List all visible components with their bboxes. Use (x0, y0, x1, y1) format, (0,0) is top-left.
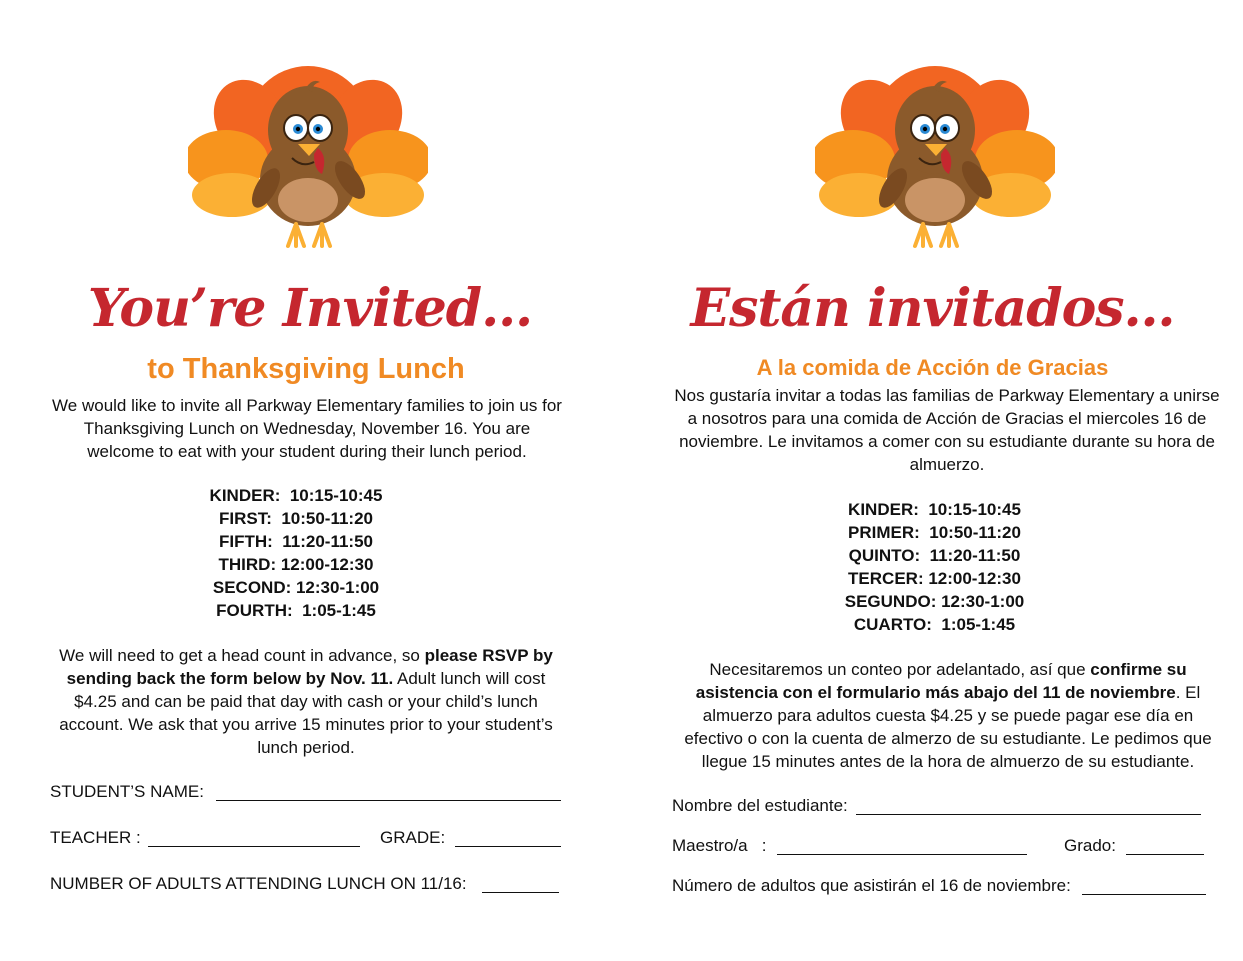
adults-field[interactable] (482, 892, 559, 893)
lunch-schedule (0, 484, 606, 622)
adults-label-es: Número de adultos que asistirán el 16 de noviembre: (672, 876, 1071, 895)
grade-label: GRADE: (380, 828, 446, 847)
schedule-row: KINDER: 10:15-10:45 (209, 486, 383, 505)
teacher-label-es: Maestro/a : (672, 836, 767, 855)
rsvp-details: Adult lunch will cost $4.25 and can be paid that day with cash or your child’s lunch account. We ask that you arrive 15 minutes prior to your student’s lunch period. (59, 669, 553, 757)
rsvp-details: . El almuerzo para adultos cuesta $4.25 y se puede pagar ese día en efectivo o con la cuenta de almerzo de su estudiante. Le pedimos que llegue 15 minutes antes de la hora de almuerzo de su estudiante. (684, 683, 1212, 771)
schedule-row: FOURTH: 1:05-1:45 (216, 601, 376, 620)
grade-label-es: Grado: (1064, 836, 1116, 855)
turkey-illustration-icon (815, 40, 1055, 250)
schedule-row: PRIMER: 10:50-11:20 (848, 523, 1021, 542)
schedule-row: TERCER: 12:00-12:30 (848, 569, 1021, 588)
schedule-row: FIFTH: 11:20-11:50 (218, 532, 373, 551)
grade-field-es[interactable] (1126, 854, 1204, 855)
rsvp-text: Necesitaremos un conteo por adelantado, así que (709, 660, 1091, 679)
turkey-illustration-icon (188, 40, 428, 250)
grade-field[interactable] (455, 846, 561, 847)
page-subtitle-es: A la comida de Acción de Gracias (756, 355, 1109, 380)
adults-label: NUMBER OF ADULTS ATTENDING LUNCH ON 11/16: (50, 874, 467, 893)
schedule-row: SEGUNDO: 12:30-1:00 (844, 592, 1025, 611)
student-name-field-es[interactable] (856, 814, 1201, 815)
schedule-row: FIRST: 10:50-11:20 (218, 509, 373, 528)
rsvp-paragraph (48, 644, 564, 759)
page-subtitle: to Thanksgiving Lunch (147, 353, 465, 385)
page-title: You’re Invited… (87, 278, 533, 339)
schedule-row: CUARTO: 1:05-1:45 (853, 615, 1016, 634)
schedule-row: KINDER: 10:15-10:45 (848, 500, 1021, 519)
page-title-es: Están invitados… (690, 278, 1175, 339)
teacher-label: TEACHER : (50, 828, 141, 847)
rsvp-paragraph-es (674, 658, 1222, 773)
student-name-label: STUDENT’S NAME: (50, 782, 204, 801)
rsvp-deadline: please RSVP by sending back the form below by Nov. 11. (66, 646, 553, 688)
intro-paragraph-es: Nos gustaría invitar a todas las familias de Parkway Elementary a unirse a nosotros para una comida de Acción de Gracias el miercoles 16 de noviembre. Le invitamos a comer con su estudiante durante su hora de almuerzo. (674, 386, 1220, 474)
lunch-schedule-es (624, 498, 1243, 636)
intro-paragraph: We would like to invite all Parkway Elementary families to join us for Thanksgiving Lunch on Wednesday, November 16. You are welcome to eat with your student during their lunch period. (52, 396, 562, 461)
rsvp-deadline: confirme su asistencia con el formulario más abajo del 11 de noviembre (695, 660, 1187, 702)
schedule-row: THIRD: 12:00-12:30 (218, 555, 374, 574)
teacher-field-es[interactable] (777, 854, 1027, 855)
teacher-field[interactable] (148, 846, 360, 847)
schedule-row: QUINTO: 11:20-11:50 (848, 546, 1021, 565)
student-name-label-es: Nombre del estudiante: (672, 796, 848, 815)
adults-field-es[interactable] (1082, 894, 1206, 895)
schedule-row: SECOND: 12:30-1:00 (212, 578, 380, 597)
rsvp-text: We will need to get a head count in advance, so (59, 646, 425, 665)
english-invitation (0, 0, 620, 961)
student-name-field[interactable] (216, 800, 561, 801)
